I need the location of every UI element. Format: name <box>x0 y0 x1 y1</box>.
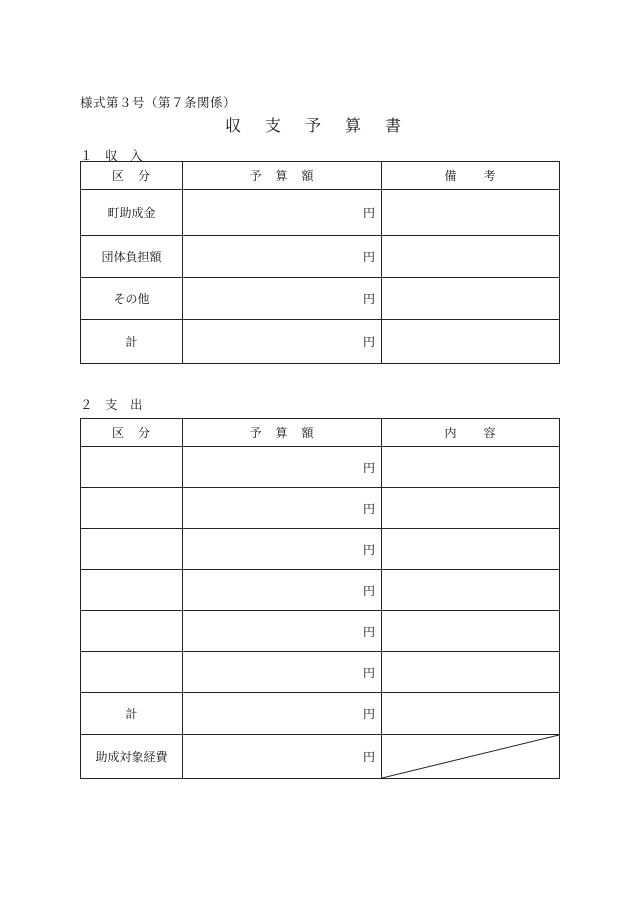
income-category-cell: 団体負担額 <box>81 236 183 278</box>
page-title: 収 支 予 算 書 <box>224 116 405 135</box>
subsidy-target-row <box>81 735 560 779</box>
expense-table-header <box>81 419 560 447</box>
expense-category-cell[interactable] <box>81 529 183 570</box>
income-amount-cell[interactable]: 円 <box>183 190 382 236</box>
expense-amount-cell[interactable]: 円 <box>183 447 382 488</box>
expense-amount-cell[interactable]: 円 <box>183 529 382 570</box>
subsidy-target-amount-cell[interactable]: 円 <box>183 735 382 779</box>
income-note-cell[interactable] <box>382 236 560 278</box>
expense-total-content-cell[interactable] <box>382 693 560 735</box>
form-number: 様式第３号（第７条関係） <box>80 95 237 110</box>
income-header-category: 区 分 <box>81 162 183 190</box>
income-header-note: 備 考 <box>382 162 560 190</box>
table-row <box>81 447 560 488</box>
income-header-amount: 予 算 額 <box>183 162 382 190</box>
table-row <box>81 652 560 693</box>
income-table-header <box>81 162 560 190</box>
table-row <box>81 278 560 320</box>
expense-content-cell[interactable] <box>382 529 560 570</box>
expense-content-cell[interactable] <box>382 447 560 488</box>
expense-category-cell[interactable] <box>81 570 183 611</box>
income-note-cell[interactable] <box>382 190 560 236</box>
income-amount-cell[interactable]: 円 <box>183 278 382 320</box>
table-row <box>81 488 560 529</box>
expense-content-cell[interactable] <box>382 570 560 611</box>
subsidy-target-label: 助成対象経費 <box>81 735 183 779</box>
expense-header-content: 内 容 <box>382 419 560 447</box>
income-category-cell: その他 <box>81 278 183 320</box>
expense-section-heading: ２ 支 出 <box>80 397 143 412</box>
table-row <box>81 236 560 278</box>
income-total-amount-cell[interactable]: 円 <box>183 320 382 364</box>
table-row <box>81 529 560 570</box>
subsidy-target-crossed-cell <box>382 735 560 779</box>
expense-table <box>80 418 560 779</box>
expense-total-row <box>81 693 560 735</box>
income-category-cell: 町助成金 <box>81 190 183 236</box>
table-row <box>81 320 560 364</box>
income-total-note-cell[interactable] <box>382 320 560 364</box>
income-section-heading: １ 収 入 <box>80 148 143 163</box>
expense-amount-cell[interactable]: 円 <box>183 652 382 693</box>
expense-amount-cell[interactable]: 円 <box>183 488 382 529</box>
table-row <box>81 611 560 652</box>
income-table <box>80 161 560 364</box>
expense-content-cell[interactable] <box>382 488 560 529</box>
expense-amount-cell[interactable]: 円 <box>183 611 382 652</box>
income-amount-cell[interactable]: 円 <box>183 236 382 278</box>
expense-amount-cell[interactable]: 円 <box>183 570 382 611</box>
expense-total-label: 計 <box>81 693 183 735</box>
expense-category-cell[interactable] <box>81 611 183 652</box>
expense-header-category: 区 分 <box>81 419 183 447</box>
expense-content-cell[interactable] <box>382 611 560 652</box>
expense-category-cell[interactable] <box>81 447 183 488</box>
expense-header-amount: 予 算 額 <box>183 419 382 447</box>
expense-content-cell[interactable] <box>382 652 560 693</box>
table-row <box>81 190 560 236</box>
expense-category-cell[interactable] <box>81 488 183 529</box>
expense-category-cell[interactable] <box>81 652 183 693</box>
income-note-cell[interactable] <box>382 278 560 320</box>
table-row <box>81 570 560 611</box>
income-total-label: 計 <box>81 320 183 364</box>
expense-total-amount-cell[interactable]: 円 <box>183 693 382 735</box>
diagonal-strike-line <box>382 735 559 778</box>
